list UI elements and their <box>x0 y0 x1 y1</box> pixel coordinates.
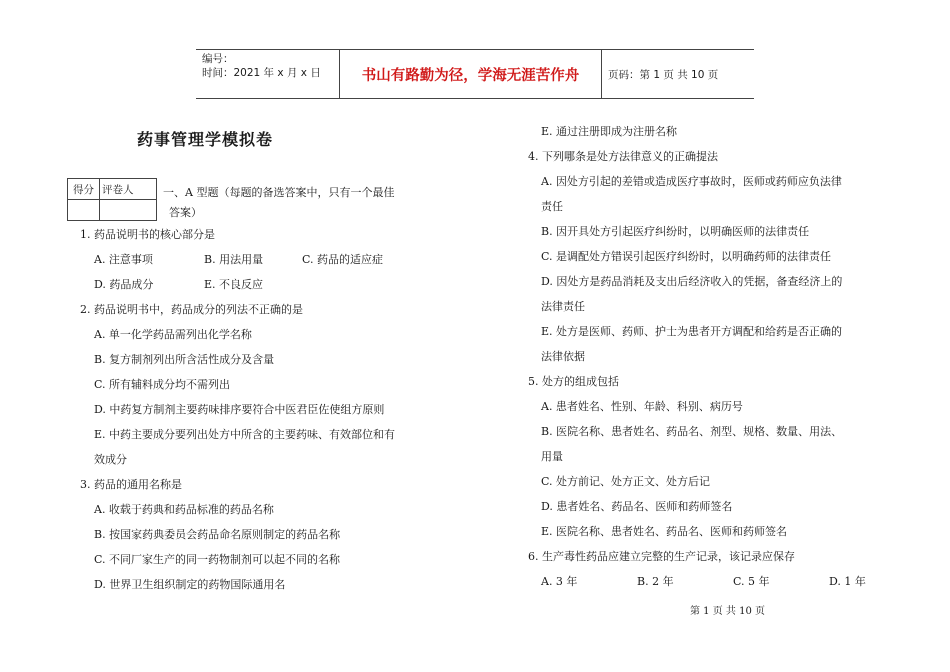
left-column <box>74 222 474 597</box>
q6-option-a: A. 3 年 <box>541 575 578 588</box>
header-meta <box>196 50 340 98</box>
q1-option-b: B. 用法用量 <box>204 253 264 266</box>
q6-options-row <box>528 569 880 594</box>
question-4: 4. 下列哪条是处方法律意义的正确提法 <box>528 150 718 163</box>
q4-option-b: B. 因开具处方引起医疗纠纷时，以明确医师的法律责任 <box>541 225 810 238</box>
q6-option-b: B. 2 年 <box>637 575 674 588</box>
document-title: 药事管理学模拟卷 <box>137 130 274 149</box>
question-6: 6. 生产毒性药品应建立完整的生产记录，该记录应保存 <box>528 550 795 563</box>
q5-option-c: C. 处方前记、处方正文、处方后记 <box>541 475 711 488</box>
grader-label: 评卷人 <box>100 179 157 200</box>
header-motto: 书山有路勤为径，学海无涯苦作舟 <box>340 50 602 98</box>
q2-option-a: A. 单一化学药品需列出化学名称 <box>94 328 252 341</box>
q4-option-a-cont: 责任 <box>541 200 563 213</box>
page-footer: 第 1 页 共 10 页 <box>690 606 765 617</box>
q5-option-d: D. 患者姓名、药品名、医师和药师签名 <box>541 500 733 513</box>
q1-option-e: E. 不良反应 <box>204 278 264 291</box>
score-label: 得分 <box>68 179 100 200</box>
header-table <box>196 49 754 99</box>
q5-option-b: B. 医院名称、患者姓名、药品名、剂型、规格、数量、用法、 <box>541 425 843 438</box>
q5-option-b-cont: 用量 <box>541 450 563 463</box>
q1-option-d: D. 药品成分 <box>94 278 154 291</box>
q4-option-d: D. 因处方是药品消耗及支出后经济收入的凭据，备查经济上的 <box>541 275 843 288</box>
q2-option-e-cont: 效成分 <box>94 453 127 466</box>
time-label: 时间：2021 年 x 月 x 日 <box>202 67 321 79</box>
q1-options-row1 <box>74 247 474 272</box>
right-column <box>528 119 880 594</box>
q4-option-d-cont: 法律责任 <box>541 300 585 313</box>
q2-option-d: D. 中药复方制剂主要药味排序要符合中医君臣佐使组方原则 <box>94 403 385 416</box>
q1-option-a: A. 注意事项 <box>94 253 153 266</box>
q3-option-b: B. 按国家药典委员会药品命名原则制定的药品名称 <box>94 528 341 541</box>
question-1: 1. 药品说明书的核心部分是 <box>80 228 215 241</box>
q6-option-c: C. 5 年 <box>733 575 770 588</box>
q2-option-b: B. 复方制剂列出所含活性成分及含量 <box>94 353 275 366</box>
q6-option-d: D. 1 年 <box>829 575 866 588</box>
q1-options-row2 <box>74 272 474 297</box>
q3-option-e: E. 通过注册即成为注册名称 <box>541 125 678 138</box>
q3-option-c: C. 不同厂家生产的同一药物制剂可以起不同的名称 <box>94 553 341 566</box>
q4-option-a: A. 因处方引起的差错或造成医疗事故时，医师或药师应负法律 <box>541 175 842 188</box>
q5-option-a: A. 患者姓名、性别、年龄、科别、病历号 <box>541 400 743 413</box>
score-table <box>67 178 157 221</box>
question-2: 2. 药品说明书中，药品成分的列法不正确的是 <box>80 303 303 316</box>
section-heading-line2: 答案） <box>169 206 202 219</box>
question-5: 5. 处方的组成包括 <box>528 375 619 388</box>
grader-cell <box>100 200 157 221</box>
score-cell <box>68 200 100 221</box>
section-heading-line1: 一、A 型题（每题的备选答案中，只有一个最佳 <box>163 186 395 199</box>
q1-option-c: C. 药品的适应症 <box>302 253 384 266</box>
number-label: 编号： <box>202 53 234 65</box>
header-page-info: 页码：第 1 页 共 10 页 <box>608 68 719 81</box>
q2-option-c: C. 所有辅料成分均不需列出 <box>94 378 231 391</box>
q4-option-c: C. 是调配处方错误引起医疗纠纷时，以明确药师的法律责任 <box>541 250 832 263</box>
q4-option-e: E. 处方是医师、药师、护士为患者开方调配和给药是否正确的 <box>541 325 843 338</box>
question-3: 3. 药品的通用名称是 <box>80 478 182 491</box>
section-heading <box>163 183 433 223</box>
q4-option-e-cont: 法律依据 <box>541 350 585 363</box>
q3-option-a: A. 收载于药典和药品标准的药品名称 <box>94 503 274 516</box>
q2-option-e: E. 中药主要成分要列出处方中所含的主要药味、有效部位和有 <box>94 428 396 441</box>
q5-option-e: E. 医院名称、患者姓名、药品名、医师和药师签名 <box>541 525 788 538</box>
q3-option-d: D. 世界卫生组织制定的药物国际通用名 <box>94 578 286 591</box>
